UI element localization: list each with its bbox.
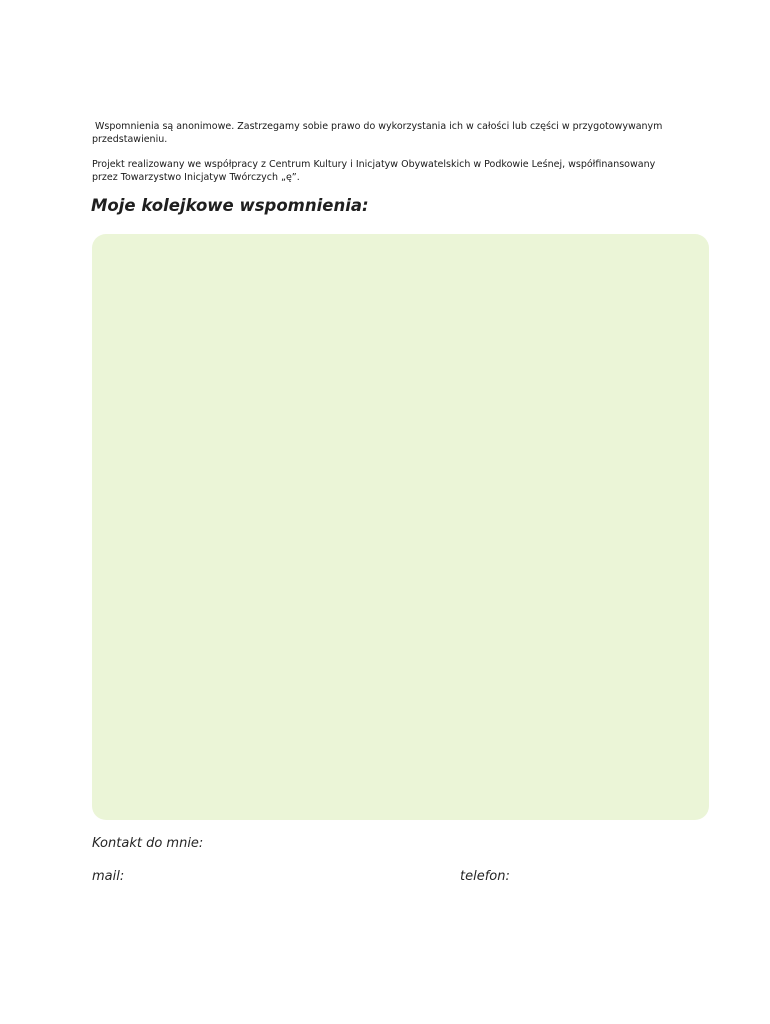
memories-text-box[interactable]: [92, 234, 709, 820]
phone-label: telefon:: [460, 869, 510, 884]
project-note: Projekt realizowany we współpracy z Centrum Kultury i Inicjatyw Obywatelskich w Podkowie Leśnej, współfinansowany przez Towarzystwo Inicjatyw Twórczych „ę”.: [92, 159, 656, 183]
memories-text-area[interactable]: [110, 250, 695, 808]
memories-heading: Moje kolejkowe wspomnienia:: [91, 196, 369, 215]
anonymity-note: Wspomnienia są anonimowe. Zastrzegamy sobie prawo do wykorzystania ich w całości lub części w przygotowywanym przedstawieniu.: [92, 121, 663, 145]
mail-label: mail:: [92, 869, 125, 884]
mail-field[interactable]: [128, 867, 442, 887]
phone-field[interactable]: [514, 867, 708, 887]
contact-heading: Kontakt do mnie:: [92, 836, 204, 851]
